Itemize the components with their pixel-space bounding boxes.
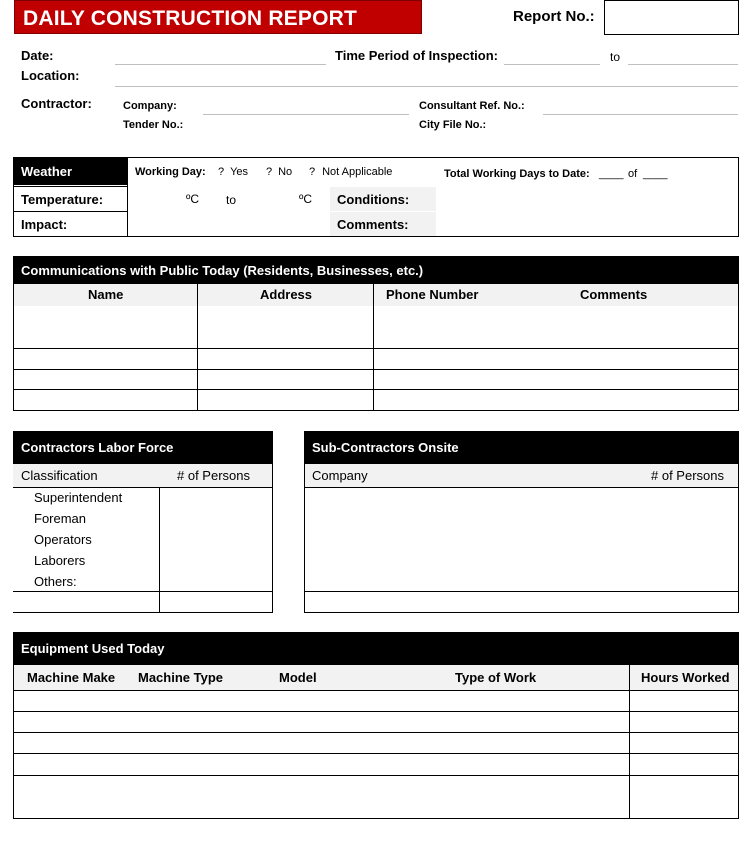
col-type-of-work: Type of Work — [455, 670, 537, 685]
time-from-field[interactable] — [504, 64, 600, 65]
col-model: Model — [279, 670, 317, 685]
checkbox-icon[interactable]: ? — [217, 166, 225, 178]
report-title: DAILY CONSTRUCTION REPORT — [23, 7, 358, 30]
equipment-col-header — [13, 665, 739, 690]
working-day-yes[interactable]: ? Yes — [217, 166, 249, 178]
date-field[interactable] — [115, 64, 326, 65]
table-row[interactable] — [14, 776, 738, 818]
contractor-label: Contractor: — [21, 96, 92, 111]
equipment-title: Equipment Used Today — [21, 641, 165, 656]
labor-header — [13, 431, 273, 464]
subcontractors-field[interactable] — [305, 488, 738, 591]
list-item: Foreman — [34, 511, 87, 526]
labor-persons-field[interactable] — [160, 488, 272, 591]
weather-label: Weather — [21, 164, 73, 179]
col-machine-type: Machine Type — [138, 670, 224, 685]
consultant-ref-field[interactable] — [543, 114, 738, 115]
table-row[interactable] — [14, 370, 738, 389]
location-field[interactable] — [115, 86, 738, 87]
col-labor-persons: # of Persons — [177, 468, 250, 483]
communications-header — [13, 256, 739, 284]
report-no-field[interactable] — [604, 0, 739, 35]
city-file-label: City File No.: — [419, 119, 487, 131]
labor-title: Contractors Labor Force — [21, 440, 174, 455]
working-day-no[interactable]: ? No — [265, 166, 293, 178]
working-day-na[interactable]: ? Not Applicable — [308, 166, 393, 178]
list-item: Others: — [34, 574, 77, 589]
location-label: Location: — [21, 68, 80, 83]
table-row[interactable] — [14, 390, 738, 410]
col-machine-make: Machine Make — [27, 670, 116, 685]
time-period-label: Time Period of Inspection: — [335, 48, 499, 63]
subcontractors-header — [304, 431, 739, 464]
col-company: Company — [312, 468, 368, 483]
col-classification: Classification — [21, 468, 98, 483]
table-row[interactable] — [14, 349, 738, 369]
communications-title: Communications with Public Today (Residents, Businesses, etc.) — [21, 262, 424, 278]
total-days-blank[interactable]: ____ — [599, 168, 624, 180]
col-name: Name — [88, 287, 124, 302]
temp-unit-2: ºC — [299, 192, 313, 206]
date-label: Date: — [21, 48, 54, 63]
temperature-label: Temperature: — [21, 192, 104, 207]
report-no-label: Report No.: — [513, 8, 595, 25]
table-row[interactable] — [14, 733, 738, 753]
table-row[interactable] — [14, 306, 738, 348]
checkbox-icon[interactable]: ? — [308, 166, 316, 178]
comments-label: Comments: — [337, 217, 409, 232]
col-phone: Phone Number — [386, 287, 479, 302]
table-row[interactable] — [14, 754, 738, 775]
time-to-label: to — [610, 50, 621, 64]
total-days-label: Total Working Days to Date: — [444, 168, 590, 180]
checkbox-icon[interactable]: ? — [265, 166, 273, 178]
list-item: Operators — [34, 532, 92, 547]
temp-to-label: to — [226, 193, 237, 207]
report-title-banner — [14, 0, 422, 34]
col-address: Address — [260, 287, 313, 302]
company-label: Company: — [123, 100, 177, 112]
working-day-label: Working Day: — [135, 166, 206, 178]
impact-label: Impact: — [21, 217, 68, 232]
company-field[interactable] — [203, 114, 409, 115]
col-sub-persons: # of Persons — [651, 468, 724, 483]
conditions-label: Conditions: — [337, 192, 410, 207]
of-label: of — [628, 168, 638, 180]
col-hours-worked: Hours Worked — [641, 670, 730, 685]
table-row[interactable] — [14, 712, 738, 732]
list-item: Superintendent — [34, 490, 123, 505]
subcontractors-title: Sub-Contractors Onsite — [312, 440, 459, 455]
col-comments: Comments — [580, 287, 648, 302]
time-to-field[interactable] — [628, 64, 738, 65]
total-days-of-blank[interactable]: ____ — [643, 168, 668, 180]
consultant-ref-label: Consultant Ref. No.: — [419, 100, 525, 112]
equipment-header — [13, 632, 739, 665]
list-item: Laborers — [34, 553, 86, 568]
tender-label: Tender No.: — [123, 119, 184, 131]
table-row[interactable] — [14, 691, 738, 711]
temp-unit-1: ºC — [186, 192, 200, 206]
